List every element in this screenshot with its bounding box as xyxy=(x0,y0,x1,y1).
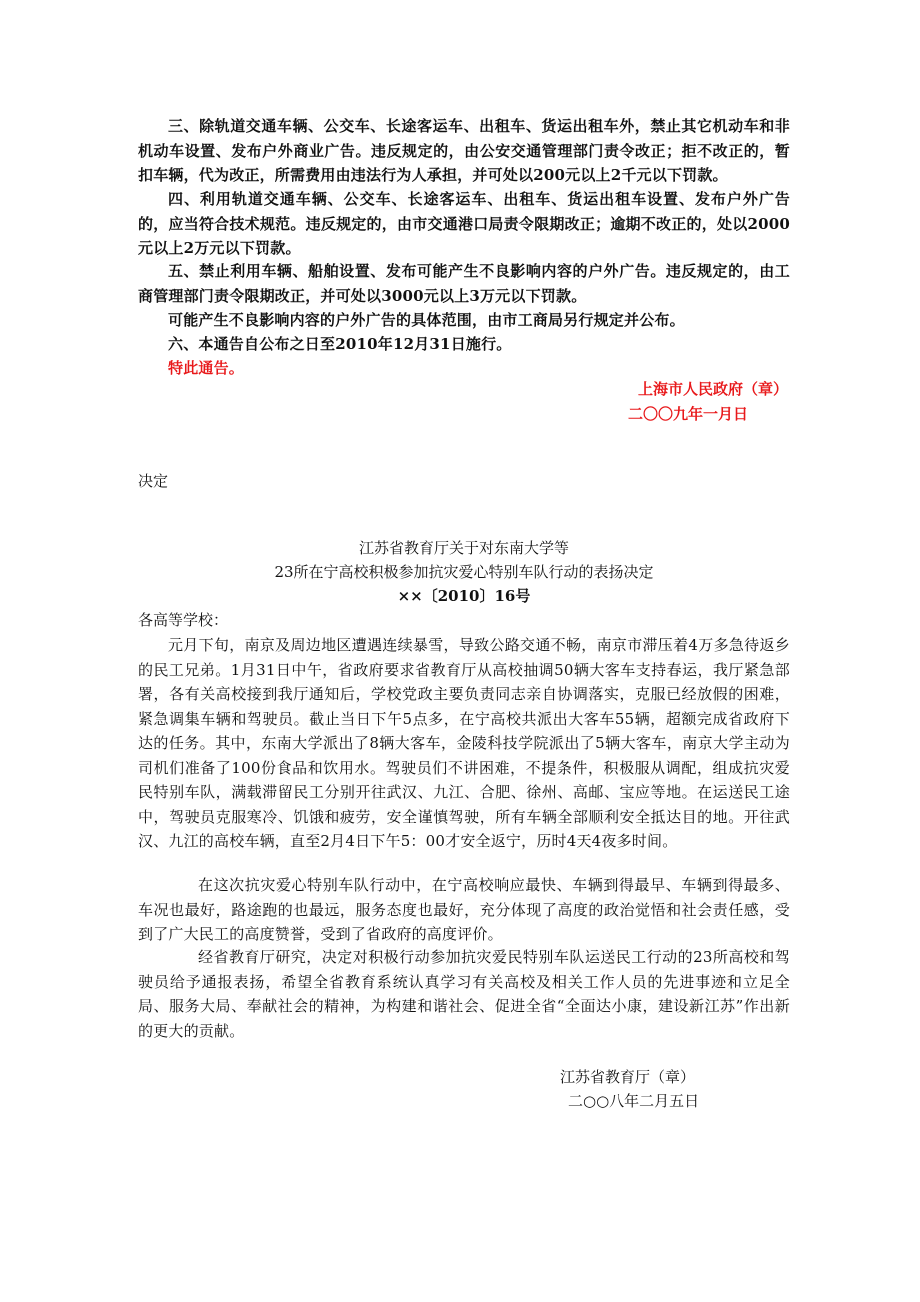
notice-paragraph-4: 四、利用轨道交通车辆、公交车、长途客运车、出租车、货运出租车设置、发布户外广告的，应当符合技术规范。违反规定的，由市交通港口局责令限期改正；逾期不改正的，处以2000元以上2万元以下罚款。 xyxy=(138,190,790,257)
decision-salutation: 各高等学校： xyxy=(138,611,229,629)
section-label: 决定 xyxy=(138,472,169,490)
notice-paragraph-6: 六、本通告自公布之日至2010年12月31日施行。 xyxy=(168,335,512,353)
notice-paragraph-5b: 可能产生不良影响内容的户外广告的具体范围，由市工商局另行规定并公布。 xyxy=(168,311,685,329)
decision-body-3: 经省教育厅研究，决定对积极行动参加抗灾爱民特别车队运送民工行动的23所高校和驾驶员给予通报表扬，希望全省教育系统认真学习有关高校及相关工作人员的先进事迹和立足全局、服务大局、奉献社会的精神，为构建和谐社会、促进全省“全面达小康，建设新江苏”作出新的更大的贡献。 xyxy=(138,948,790,1040)
decision-title-line-2: 23所在宁高校积极参加抗灾爱心特别车队行动的表扬决定 xyxy=(274,563,654,581)
decision-issuer: 江苏省教育厅（章） xyxy=(560,1068,696,1086)
notice-issuer: 上海市人民政府（章） xyxy=(638,380,789,398)
decision-body-1: 元月下旬，南京及周边地区遭遇连续暴雪，导致公路交通不畅，南京市滞压着4万多急待返乡的民工兄弟。1月31日中午，省政府要求省教育厅从高校抽调50辆大客车支持春运，我厅紧急部署，各有关高校接到我厅通知后，学校党政主要负责同志亲自协调落实，克服已经放假的困难，紧急调集车辆和驾驶员。截止当日下午5点多，在宁高校共派出大客车55辆，超额完成省政府下达的任务。其中，东南大学派出了8辆大客车，金陵科技学院派出了5辆大客车，南京大学主动为司机们准备了100份食品和饮用水。驾驶员们不讲困难，不提条件，积极服从调配，组成抗灾爱民特别车队，满载滞留民工分别开往武汉、九江、合肥、徐州、高邮、宝应等地。在运送民工途中，驾驶员克服寒冷、饥饿和疲劳，安全谨慎驾驶，所有车辆全部顺利安全抵达目的地。开往武汉、九江的高校车辆，直至2月4日下午5：00才安全返宁，历时4天4夜多时间。 xyxy=(138,636,790,850)
notice-date: 二〇〇九年一月日 xyxy=(628,405,749,423)
decision-date: 二○○八年二月五日 xyxy=(568,1092,700,1110)
decision-body-2: 在这次抗灾爱心特别车队行动中，在宁高校响应最快、车辆到得最早、车辆到得最多、车况也最好，路途跑的也最远，服务态度也最好，充分体现了高度的政治觉悟和社会责任感，受到了广大民工的高度赞誉，受到了省政府的高度评价。 xyxy=(138,876,790,943)
decision-title-line-1: 江苏省教育厅关于对东南大学等 xyxy=(358,539,569,557)
notice-closing: 特此通告。 xyxy=(168,359,245,377)
notice-paragraph-3: 三、除轨道交通车辆、公交车、长途客运车、出租车、货运出租车外，禁止其它机动车和非机动车设置、发布户外商业广告。违反规定的，由公安交通管理部门责令改正；拒不改正的，暂扣车辆，代为改正，所需费用由违法行为人承担，并可处以200元以上2千元以下罚款。 xyxy=(138,117,790,184)
decision-doc-number: ××〔2010〕16号 xyxy=(397,587,531,605)
notice-paragraph-5: 五、禁止利用车辆、船舶设置、发布可能产生不良影响内容的户外广告。违反规定的，由工商管理部门责令限期改正，并可处以3000元以上3万元以下罚款。 xyxy=(138,262,790,305)
